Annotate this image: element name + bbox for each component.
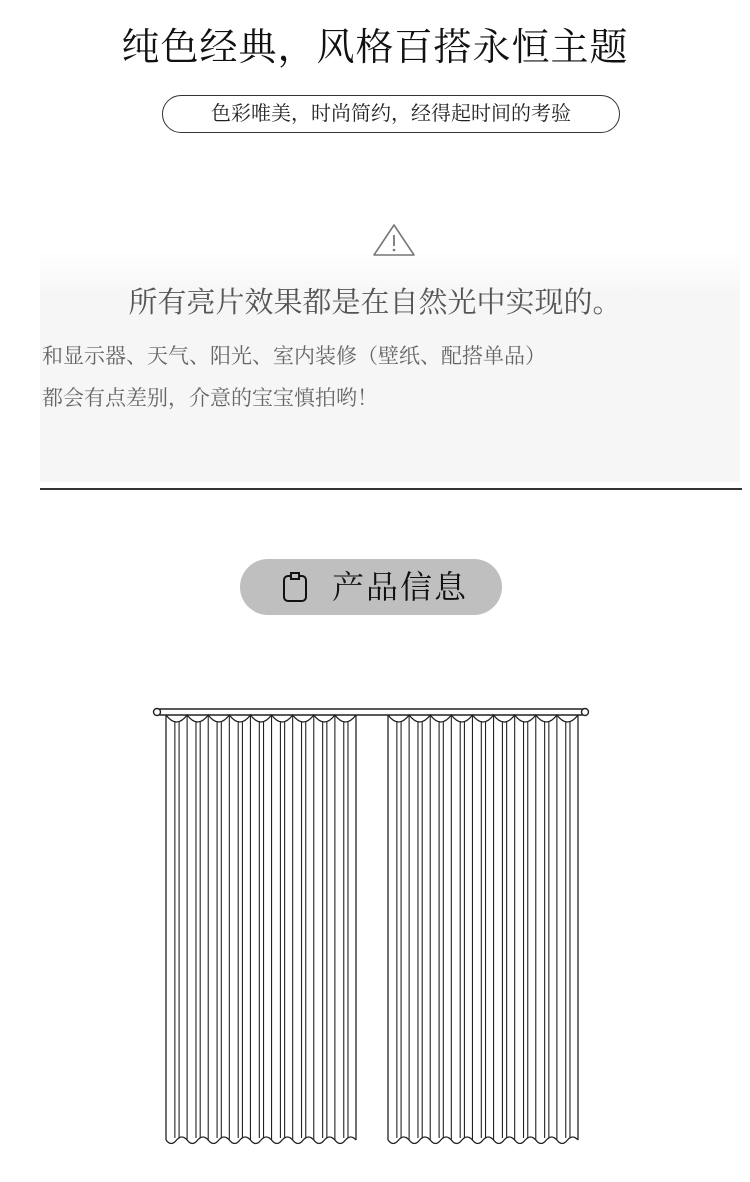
notice-line-2: 都会有点差别，介意的宝宝慎拍哟！ [42,386,378,410]
product-info-label: 产品信息 [332,568,469,606]
curtain-panel-hem-1 [166,1137,356,1144]
subtitle-pill: 色彩唯美，时尚简约，经得起时间的考验 [162,95,620,133]
curtain-panel-top-1 [166,715,356,722]
curtain-rod-finial-left [154,709,161,716]
notice-main-text: 所有亮片效果都是在自然光中实现的。 [128,285,622,319]
curtain-rod-finial-right [582,709,589,716]
curtain-illustration [150,700,600,1152]
curtain-panel-top-2 [388,715,578,722]
product-info-badge [240,559,502,615]
warning-triangle-icon [371,222,417,258]
section-divider [40,488,742,490]
curtain-rod [157,709,585,715]
page-title: 纯色经典，风格百搭永恒主题 [121,25,629,69]
clipboard-icon [282,571,308,603]
curtain-panel-hem-2 [388,1137,578,1144]
notice-line-1: 和显示器、天气、阳光、室内装修（壁纸、配搭单品） [42,344,546,368]
